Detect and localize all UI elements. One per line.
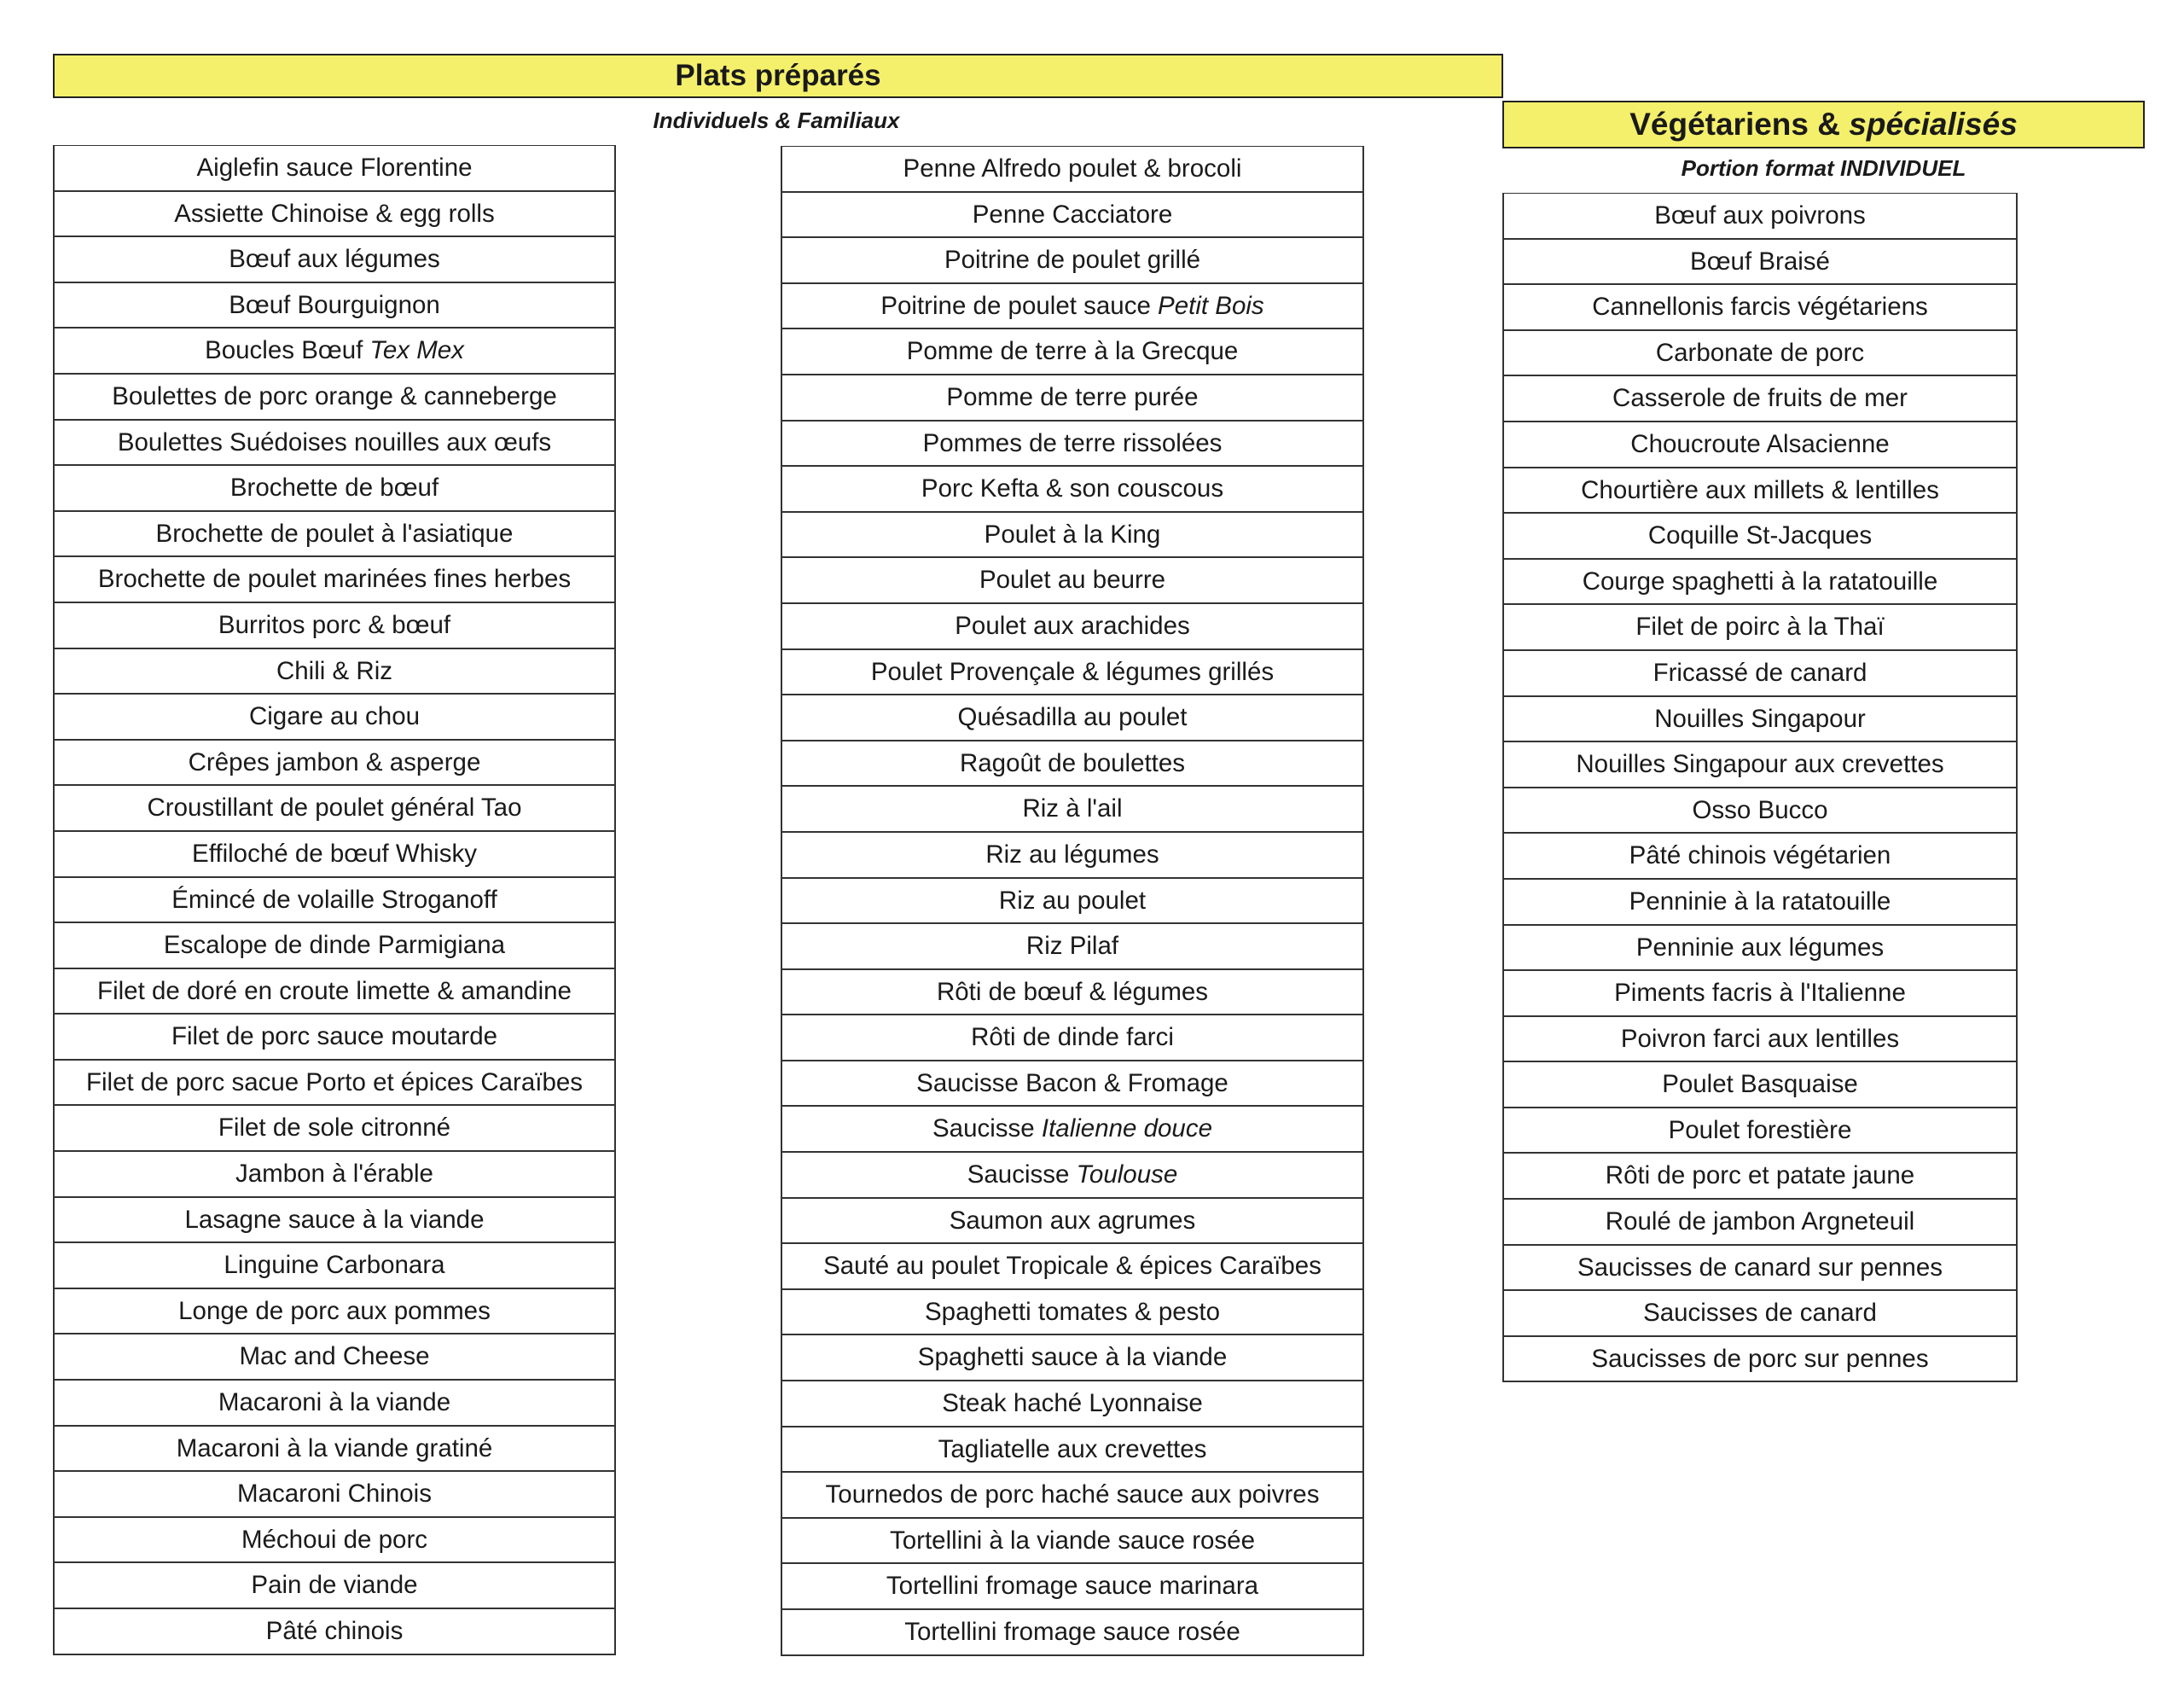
dish-row bbox=[782, 1564, 1362, 1610]
dish-row bbox=[55, 923, 614, 969]
dish-name: Pomme de terre à la Grecque bbox=[906, 337, 1239, 366]
dish-name: Macaroni à la viande bbox=[218, 1388, 451, 1417]
dish-name: Linguine Carbonara bbox=[224, 1251, 445, 1280]
dish-row bbox=[55, 1334, 614, 1381]
dish-name: Poulet au beurre bbox=[979, 566, 1166, 595]
dish-list-column-3 bbox=[1502, 193, 2018, 1382]
dish-row bbox=[782, 833, 1362, 879]
section-title-vegetariens-italic: spécialisés bbox=[1849, 107, 2018, 142]
dish-name: Méchoui de porc bbox=[241, 1525, 428, 1554]
dish-name: Penne Cacciatore bbox=[972, 200, 1173, 229]
dish-row bbox=[782, 329, 1362, 375]
dish-row bbox=[55, 832, 614, 878]
dish-row bbox=[782, 787, 1362, 833]
dish-name: Penninie à la ratatouille bbox=[1629, 887, 1891, 916]
dish-row bbox=[1504, 331, 2016, 377]
section-subtitle-individuels: Individuels & Familiaux bbox=[653, 108, 900, 133]
dish-name: Boulettes Suédoises nouilles aux œufs bbox=[117, 427, 552, 456]
dish-name: Chourtière aux millets & lentilles bbox=[1581, 475, 1939, 504]
dish-name: Burritos porc & bœuf bbox=[218, 610, 451, 639]
dish-row bbox=[1504, 285, 2016, 331]
dish-row bbox=[55, 1198, 614, 1244]
section-subtitle-portion: Portion format INDIVIDUEL bbox=[1681, 155, 1966, 181]
dish-row bbox=[1504, 194, 2016, 240]
dish-row bbox=[782, 604, 1362, 650]
dish-row bbox=[55, 466, 614, 512]
dish-name: Filet de doré en croute limette & amandine bbox=[97, 976, 572, 1005]
dish-name: Jambon à l'érable bbox=[235, 1160, 433, 1189]
dish-name: Fricassé de canard bbox=[1653, 658, 1867, 687]
dish-name: Poulet aux arachides bbox=[955, 611, 1190, 640]
dish-row bbox=[55, 557, 614, 603]
dish-row bbox=[1504, 1062, 2016, 1108]
dish-name: Brochette de poulet à l'asiatique bbox=[155, 519, 514, 548]
dish-row bbox=[55, 1427, 614, 1473]
dish-row bbox=[782, 375, 1362, 422]
dish-name: Poulet forestière bbox=[1668, 1115, 1852, 1144]
dish-name: Steak haché Lyonnaise bbox=[942, 1389, 1203, 1418]
dish-row bbox=[782, 1244, 1362, 1290]
dish-name: Émincé de volaille Stroganoff bbox=[171, 885, 497, 914]
dish-row bbox=[782, 1519, 1362, 1565]
dish-row bbox=[782, 1199, 1362, 1245]
dish-name-italic: Petit Bois bbox=[1158, 291, 1264, 320]
dish-row bbox=[55, 512, 614, 558]
dish-name: Poulet à la King bbox=[984, 520, 1161, 549]
dish-name: Piments facris à l'Italienne bbox=[1614, 979, 1906, 1008]
dish-row bbox=[782, 1107, 1362, 1153]
dish-name: Quésadilla au poulet bbox=[957, 703, 1188, 732]
dish-row bbox=[1504, 971, 2016, 1017]
dish-name: Bœuf Braisé bbox=[1690, 247, 1830, 276]
dish-row bbox=[1504, 742, 2016, 788]
dish-row bbox=[55, 741, 614, 787]
dish-name: Nouilles Singapour aux crevettes bbox=[1576, 750, 1944, 779]
dish-name: Pain de viande bbox=[251, 1571, 418, 1600]
dish-name: Courge spaghetti à la ratatouille bbox=[1582, 567, 1938, 596]
dish-row bbox=[55, 1243, 614, 1289]
dish-name: Effiloché de bœuf Whisky bbox=[192, 839, 477, 868]
dish-row bbox=[782, 1290, 1362, 1336]
dish-name: Tortellini à la viande sauce rosée bbox=[890, 1526, 1255, 1555]
dish-row bbox=[1504, 788, 2016, 834]
dish-row bbox=[782, 1335, 1362, 1381]
dish-row bbox=[782, 1473, 1362, 1519]
dish-name: Croustillant de poulet général Tao bbox=[147, 794, 522, 823]
dish-name: Assiette Chinoise & egg rolls bbox=[174, 199, 495, 228]
dish-name: Saucisses de canard sur pennes bbox=[1577, 1253, 1943, 1282]
dish-name: Cigare au chou bbox=[248, 702, 421, 731]
dish-name: Pommes de terre rissolées bbox=[922, 428, 1223, 457]
dish-name: Poitrine de poulet grillé bbox=[944, 246, 1201, 275]
dish-row bbox=[782, 422, 1362, 468]
dish-name: Rôti de dinde farci bbox=[971, 1023, 1174, 1052]
dish-name: Porc Kefta & son couscous bbox=[921, 474, 1224, 503]
dish-name: Rôti de porc et patate jaune bbox=[1605, 1161, 1915, 1190]
dish-row bbox=[782, 695, 1362, 741]
section-title-vegetariens bbox=[1502, 101, 2145, 148]
dish-name: Saucisse bbox=[967, 1160, 1077, 1189]
dish-row bbox=[782, 147, 1362, 193]
dish-row bbox=[55, 969, 614, 1015]
dish-row bbox=[55, 1472, 614, 1518]
dish-row bbox=[782, 467, 1362, 513]
dish-row bbox=[55, 878, 614, 924]
dish-name: Mac and Cheese bbox=[239, 1342, 430, 1371]
dish-name: Poulet Provençale & légumes grillés bbox=[870, 657, 1275, 686]
dish-row bbox=[1504, 1200, 2016, 1246]
dish-row bbox=[1504, 376, 2016, 422]
dish-row bbox=[1504, 1246, 2016, 1292]
dish-name: Riz Pilaf bbox=[1025, 932, 1119, 961]
dish-row bbox=[55, 421, 614, 467]
dish-name: Tagliatelle aux crevettes bbox=[938, 1434, 1207, 1463]
dish-row bbox=[1504, 468, 2016, 515]
dish-name: Pâté chinois bbox=[265, 1617, 404, 1645]
dish-row bbox=[782, 1153, 1362, 1199]
dish-row bbox=[55, 375, 614, 421]
dish-name: Saumon aux agrumes bbox=[949, 1206, 1196, 1235]
dish-row bbox=[782, 1381, 1362, 1427]
dish-name: Filet de porc sacue Porto et épices Caraïbes bbox=[85, 1067, 584, 1096]
dish-name: Brochette de bœuf bbox=[229, 474, 439, 503]
dish-row bbox=[782, 558, 1362, 604]
dish-name: Tournedos de porc haché sauce aux poivres bbox=[825, 1480, 1320, 1509]
dish-name: Boulettes de porc orange & canneberge bbox=[112, 381, 557, 410]
dish-name-italic: Tex Mex bbox=[369, 336, 464, 365]
dish-name: Riz à l'ail bbox=[1022, 794, 1123, 823]
dish-name: Tortellini fromage sauce marinara bbox=[886, 1572, 1259, 1601]
dish-row bbox=[782, 1061, 1362, 1108]
dish-row bbox=[55, 1152, 614, 1198]
dish-row bbox=[1504, 651, 2016, 697]
dish-name: Filet de porc sauce moutarde bbox=[171, 1022, 498, 1051]
dish-name: Ragoût de boulettes bbox=[959, 748, 1186, 777]
section-title-plats-prepares: Plats préparés bbox=[53, 54, 1503, 98]
dish-name-italic: Toulouse bbox=[1076, 1160, 1178, 1189]
dish-row bbox=[782, 513, 1362, 559]
dish-name: Poitrine de poulet sauce bbox=[880, 291, 1159, 320]
dish-row bbox=[55, 649, 614, 695]
dish-name: Roulé de jambon Argneteuil bbox=[1605, 1207, 1915, 1236]
dish-list-column-1 bbox=[53, 145, 616, 1655]
dish-name: Boucles Bœuf bbox=[205, 336, 370, 365]
dish-row bbox=[782, 879, 1362, 925]
dish-row bbox=[55, 1015, 614, 1061]
dish-name: Poivron farci aux lentilles bbox=[1620, 1024, 1900, 1053]
dish-name: Choucroute Alsacienne bbox=[1630, 429, 1890, 458]
dish-row bbox=[1504, 697, 2016, 743]
dish-name: Bœuf aux poivrons bbox=[1654, 201, 1866, 230]
dish-name: Escalope de dinde Parmigiana bbox=[163, 931, 506, 960]
dish-row bbox=[1504, 1291, 2016, 1337]
dish-row bbox=[782, 1427, 1362, 1474]
dish-row bbox=[1504, 1337, 2016, 1383]
dish-name: Rôti de bœuf & légumes bbox=[936, 977, 1209, 1006]
dish-name: Bœuf aux légumes bbox=[229, 245, 440, 274]
dish-name: Tortellini fromage sauce rosée bbox=[904, 1618, 1240, 1646]
dish-row bbox=[1504, 514, 2016, 560]
dish-row bbox=[55, 1289, 614, 1335]
dish-name: Saucisses de canard bbox=[1643, 1299, 1877, 1328]
dish-name: Longe de porc aux pommes bbox=[178, 1296, 491, 1325]
dish-name: Crêpes jambon & asperge bbox=[188, 747, 481, 776]
dish-row bbox=[1504, 1017, 2016, 1063]
dish-name: Saucisse bbox=[932, 1114, 1042, 1143]
dish-name: Filet de poirc à la Thaï bbox=[1635, 613, 1885, 642]
dish-name-italic: Italienne douce bbox=[1041, 1114, 1212, 1143]
dish-name: Spaghetti sauce à la viande bbox=[917, 1343, 1228, 1372]
dish-row bbox=[1504, 605, 2016, 651]
dish-row bbox=[782, 1610, 1362, 1656]
dish-row bbox=[55, 603, 614, 649]
dish-row bbox=[782, 650, 1362, 696]
dish-name: Carbonate de porc bbox=[1655, 338, 1865, 367]
dish-name: Filet de sole citronné bbox=[218, 1113, 451, 1143]
dish-row bbox=[55, 1563, 614, 1609]
dish-name: Bœuf Bourguignon bbox=[229, 290, 440, 319]
dish-name: Sauté au poulet Tropicale & épices Caraïbes bbox=[823, 1252, 1321, 1281]
dish-row bbox=[55, 1609, 614, 1655]
dish-row bbox=[1504, 560, 2016, 606]
dish-row bbox=[782, 284, 1362, 330]
dish-row bbox=[55, 695, 614, 741]
dish-name: Chili & Riz bbox=[276, 656, 393, 685]
dish-name: Lasagne sauce à la viande bbox=[184, 1205, 485, 1234]
dish-row bbox=[55, 329, 614, 375]
dish-name: Aiglefin sauce Florentine bbox=[196, 154, 473, 182]
dish-name: Poulet Basquaise bbox=[1662, 1070, 1858, 1099]
dish-row bbox=[1504, 834, 2016, 880]
dish-name: Spaghetti tomates & pesto bbox=[924, 1297, 1221, 1326]
dish-row bbox=[782, 238, 1362, 284]
dish-row bbox=[55, 283, 614, 329]
dish-row bbox=[1504, 926, 2016, 972]
dish-list-column-2 bbox=[781, 146, 1364, 1656]
section-title-vegetariens-main: Végétariens & bbox=[1629, 107, 1850, 142]
dish-row bbox=[782, 193, 1362, 239]
dish-name: Macaroni Chinois bbox=[237, 1480, 432, 1509]
dish-row bbox=[55, 237, 614, 283]
dish-row bbox=[55, 786, 614, 832]
dish-row bbox=[782, 970, 1362, 1016]
dish-name: Pâté chinois végétarien bbox=[1629, 841, 1891, 870]
dish-name: Penne Alfredo poulet & brocoli bbox=[903, 154, 1242, 183]
dish-name: Cannellonis farcis végétariens bbox=[1592, 293, 1928, 322]
dish-row bbox=[55, 192, 614, 238]
dish-name: Brochette de poulet marinées fines herbes bbox=[97, 565, 572, 594]
dish-row bbox=[782, 924, 1362, 970]
dish-row bbox=[1504, 422, 2016, 468]
dish-row bbox=[55, 1518, 614, 1564]
dish-name: Macaroni à la viande gratiné bbox=[176, 1433, 493, 1462]
dish-name: Riz au légumes bbox=[985, 840, 1159, 869]
dish-name: Nouilles Singapour bbox=[1654, 704, 1866, 733]
dish-row bbox=[55, 1106, 614, 1152]
dish-row bbox=[1504, 1154, 2016, 1200]
dish-row bbox=[1504, 240, 2016, 286]
dish-row bbox=[55, 1381, 614, 1427]
dish-row bbox=[1504, 1108, 2016, 1154]
dish-row bbox=[782, 1015, 1362, 1061]
dish-name: Pomme de terre purée bbox=[946, 382, 1199, 411]
dish-name: Osso Bucco bbox=[1692, 795, 1828, 824]
dish-row bbox=[1504, 880, 2016, 926]
dish-name: Saucisse Bacon & Fromage bbox=[916, 1068, 1228, 1097]
dish-row bbox=[55, 1061, 614, 1107]
dish-name: Saucisses de porc sur pennes bbox=[1591, 1344, 1929, 1373]
dish-name: Penninie aux légumes bbox=[1635, 933, 1885, 962]
dish-name: Casserole de fruits de mer bbox=[1612, 384, 1908, 413]
dish-name: Coquille St-Jacques bbox=[1647, 521, 1873, 550]
dish-name: Riz au poulet bbox=[998, 886, 1147, 915]
dish-row bbox=[782, 741, 1362, 788]
dish-row bbox=[55, 146, 614, 192]
